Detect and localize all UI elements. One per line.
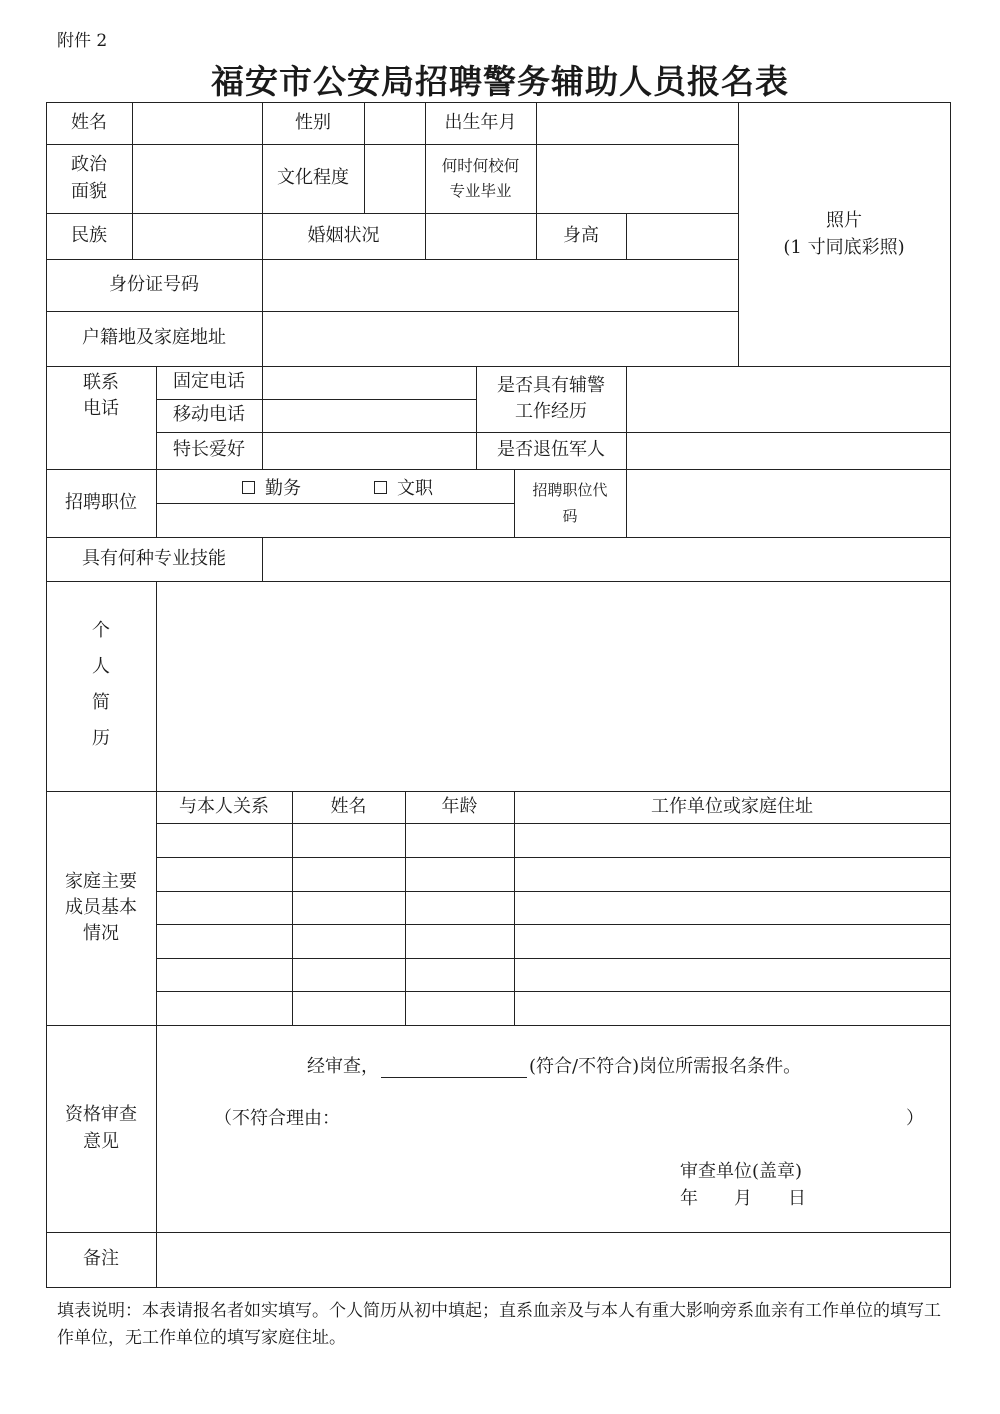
label-mobile: 移动电话 (173, 404, 245, 426)
label-resume (46, 581, 156, 791)
column-age: 年龄 (441, 795, 478, 817)
label-position: 招聘职位 (65, 491, 137, 513)
label-contact (46, 366, 156, 436)
option-clerical-label: 文职 (397, 478, 433, 499)
label-politics-line2: 面貌 (71, 180, 107, 202)
option-duty-label: 勤务 (265, 478, 301, 499)
label-family (46, 791, 156, 1025)
position-options (156, 469, 514, 503)
review-reason-close: ） (906, 1108, 924, 1129)
label-position-code (514, 469, 626, 537)
birth-field[interactable] (537, 103, 737, 143)
label-skills: 具有何种专业技能 (82, 547, 226, 569)
registration-form-table (46, 102, 951, 1288)
label-landline: 固定电话 (173, 371, 245, 393)
label-aux-experience-line2: 工作经历 (515, 401, 587, 422)
photo-label: 照片 (826, 210, 862, 231)
aux-experience-field[interactable] (627, 367, 949, 431)
option-clerical[interactable] (374, 476, 433, 502)
resume-char: 个 (92, 620, 110, 641)
label-politics (46, 144, 132, 213)
review-prefix: 经审查， (307, 1056, 379, 1077)
label-gender: 性别 (295, 111, 331, 133)
label-height: 身高 (563, 224, 599, 246)
review-result-blank[interactable] (381, 1059, 527, 1078)
photo-placeholder[interactable] (738, 194, 950, 274)
family-row[interactable] (157, 925, 949, 958)
position-code-field[interactable] (627, 470, 949, 536)
family-row[interactable] (157, 824, 949, 857)
label-graduated-line1: 何时何校何 (441, 156, 520, 175)
resume-char: 历 (92, 728, 110, 749)
label-aux-experience (476, 366, 626, 432)
resume-char: 简 (92, 692, 110, 713)
label-education: 文化程度 (277, 167, 349, 189)
review-suffix: (符合/不符合)岗位所需报名条件。 (529, 1056, 802, 1077)
skills-field[interactable] (263, 538, 949, 580)
form-instructions: 填表说明：本表请报名者如实填写。个人简历从初中填起；直系血亲及与本人有重大影响旁系血亲有工作单位的填写工作单位，无工作单位的填写家庭住址。 (57, 1301, 941, 1348)
label-birth: 出生年月 (444, 111, 517, 133)
label-family-line2: 成员基本 (65, 896, 137, 918)
column-name: 姓名 (330, 795, 367, 817)
label-graduated-line2: 专业毕业 (449, 181, 512, 200)
id-number-field[interactable] (263, 260, 737, 310)
label-position-code-line1: 招聘职位代 (532, 480, 608, 499)
label-marital: 婚姻状况 (307, 224, 380, 246)
label-position-code-line2: 码 (562, 507, 578, 525)
politics-field[interactable] (133, 145, 261, 212)
landline-field[interactable] (263, 367, 475, 398)
review-date: 年 月 日 (680, 1188, 806, 1209)
label-aux-experience-line1: 是否具有辅警 (497, 374, 605, 396)
height-field[interactable] (627, 214, 737, 258)
label-graduated (425, 144, 536, 213)
review-statement (307, 1052, 801, 1078)
label-review (46, 1025, 156, 1232)
name-field[interactable] (133, 103, 261, 143)
family-row[interactable] (157, 959, 949, 991)
label-veteran: 是否退伍军人 (497, 439, 605, 461)
marital-field[interactable] (426, 214, 535, 258)
veteran-field[interactable] (627, 433, 949, 468)
label-id-number: 身份证号码 (109, 273, 199, 295)
checkbox-clerical-icon[interactable] (374, 481, 387, 494)
resume-field[interactable] (157, 582, 949, 790)
label-family-line1: 家庭主要 (65, 870, 137, 892)
label-name: 姓名 (71, 111, 107, 133)
review-unit-seal: 审查单位(盖章) (680, 1161, 803, 1182)
family-row[interactable] (157, 992, 949, 1025)
mobile-field[interactable] (263, 400, 475, 431)
family-row[interactable] (157, 858, 949, 891)
position-field[interactable] (157, 504, 513, 536)
checkbox-duty-icon[interactable] (242, 481, 255, 494)
address-field[interactable] (263, 312, 737, 365)
form-title: 福安市公安局招聘警务辅助人员报名表 (211, 62, 789, 101)
education-field[interactable] (365, 145, 424, 212)
label-politics-line1: 政治 (71, 154, 107, 176)
graduated-field[interactable] (537, 145, 737, 212)
label-contact-line2: 电话 (83, 398, 119, 420)
label-review-line2: 意见 (83, 1130, 119, 1152)
gender-field[interactable] (365, 103, 424, 143)
label-ethnicity: 民族 (71, 224, 107, 246)
remarks-field[interactable] (157, 1233, 949, 1286)
photo-spec: (1 寸同底彩照) (783, 237, 905, 258)
option-duty[interactable] (242, 476, 301, 502)
resume-char: 人 (92, 656, 110, 677)
column-relation: 与本人关系 (179, 795, 269, 817)
review-reason: （不符合理由： (214, 1108, 340, 1129)
label-family-line3: 情况 (83, 923, 119, 945)
label-hobby: 特长爱好 (173, 439, 245, 461)
hobby-field[interactable] (263, 433, 475, 468)
label-address: 户籍地及家庭地址 (82, 327, 226, 349)
label-contact-line1: 联系 (83, 372, 119, 393)
column-work-address: 工作单位或家庭住址 (651, 795, 813, 817)
family-row[interactable] (157, 892, 949, 924)
attachment-label: 附件 2 (57, 31, 108, 51)
ethnicity-field[interactable] (133, 214, 261, 258)
label-remarks: 备注 (83, 1248, 119, 1270)
label-review-line1: 资格审查 (65, 1104, 137, 1126)
